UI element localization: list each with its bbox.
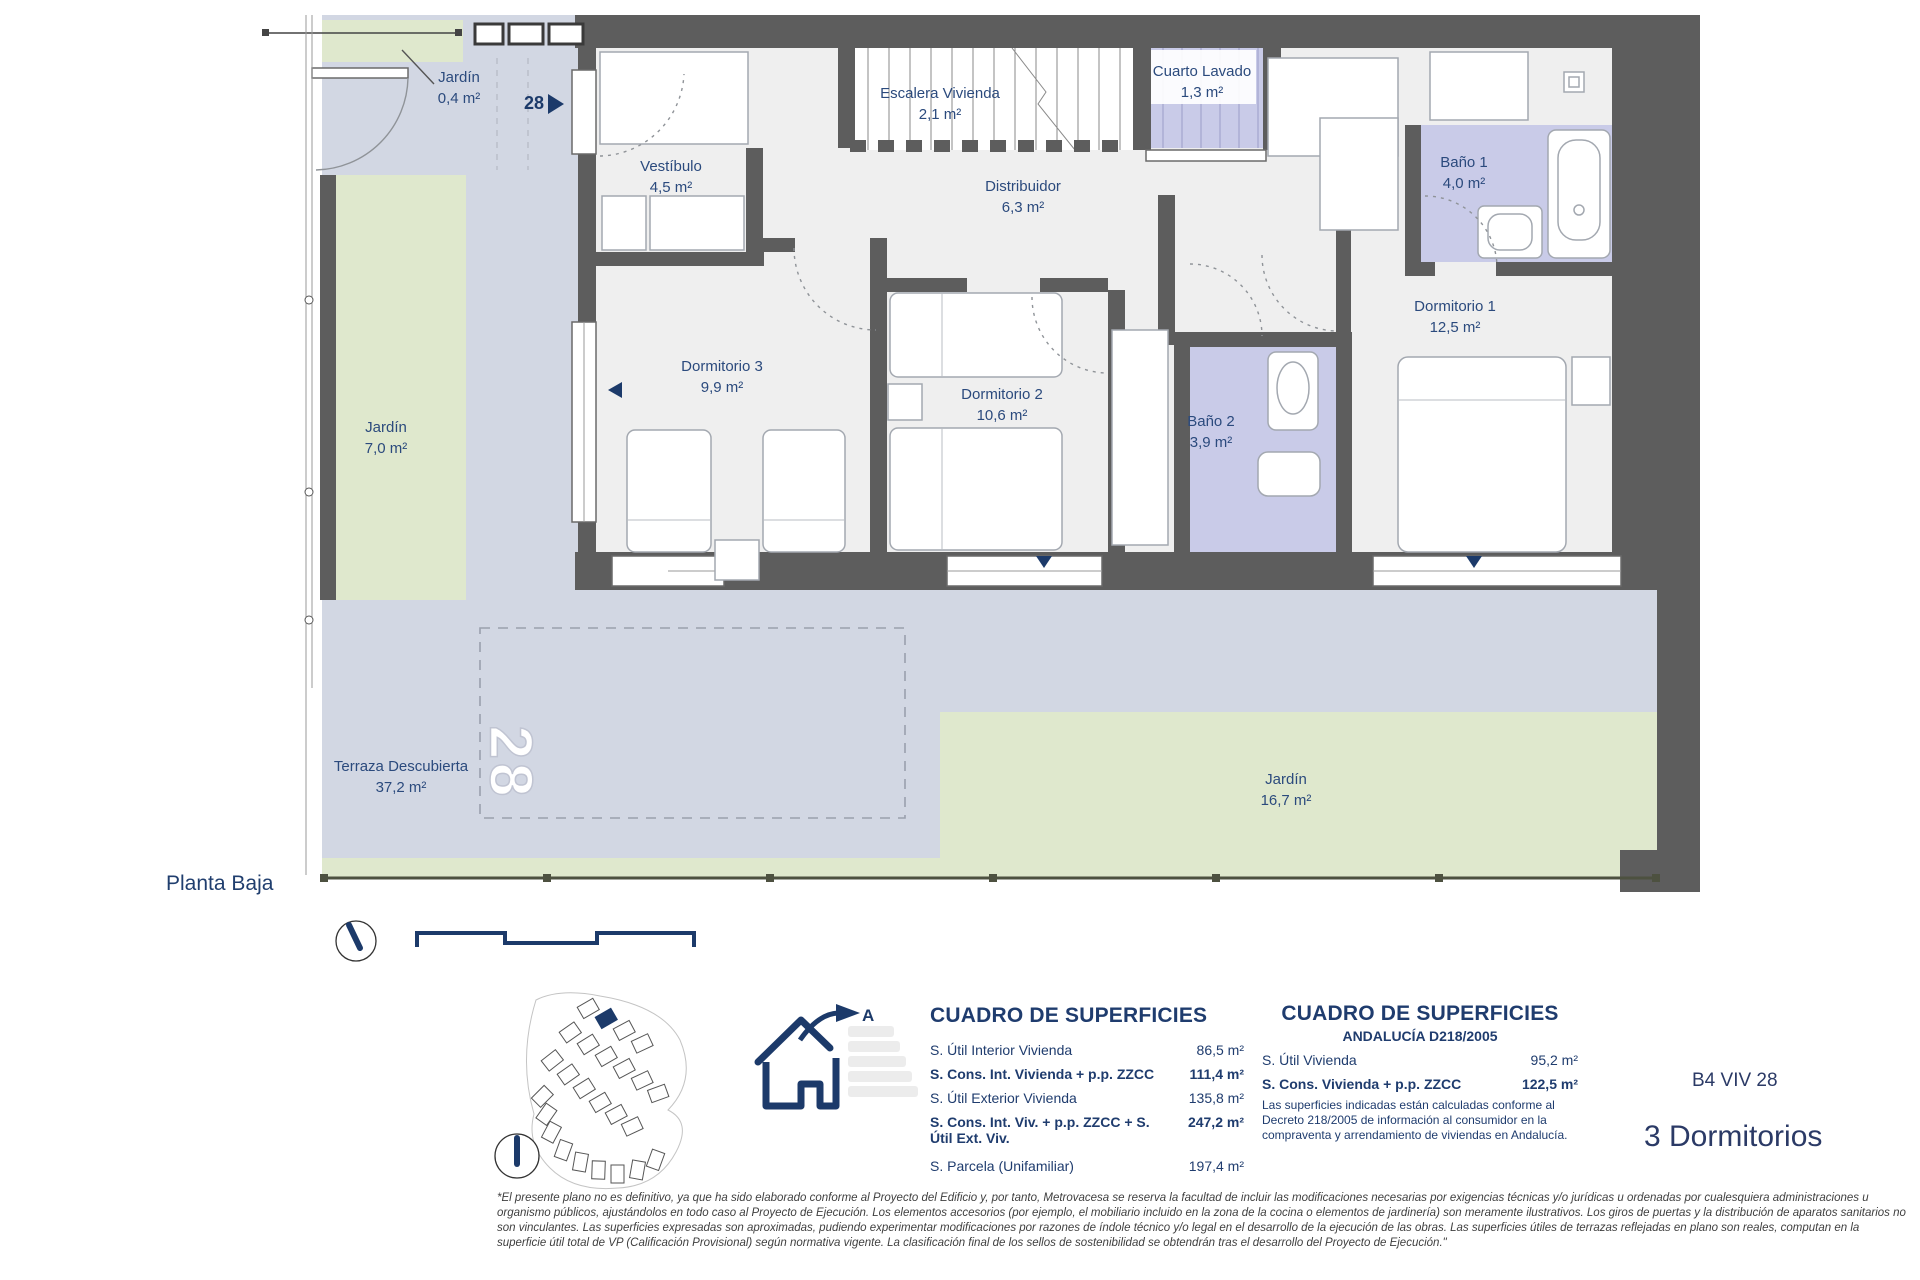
row-label: S. Útil Vivienda — [1262, 1052, 1357, 1068]
north-compass-plan — [336, 921, 376, 961]
unit-number-watermark: 28 — [477, 725, 545, 801]
bed-dorm2-lower — [890, 428, 1062, 550]
room-area: 4,0 m² — [1442, 175, 1486, 192]
room-label-bano1 — [1440, 152, 1488, 194]
room-name: Jardín — [438, 69, 480, 86]
row-label: S. Cons. Int. Viv. + p.p. ZZCC + S. Útil Ext. Viv. — [930, 1114, 1150, 1146]
room-area: 9,9 m² — [700, 379, 744, 396]
room-name: Escalera Vivienda — [880, 85, 1000, 102]
room-label-dormitorio2 — [961, 384, 1043, 426]
disclaimer-line: superficie útil total de VP (Calificación Provisional) según normativa vigente. La clasificación final de los sellos de sostenibilidad se obtendrán tras el desarrollo del Proyecto de Ejecución." — [497, 1237, 1447, 1249]
vestibule-cabinet-large — [650, 196, 744, 250]
room-label-dormitorio3 — [681, 356, 763, 398]
room-area: 10,6 m² — [976, 407, 1028, 424]
room-name: Terraza Descubierta — [333, 758, 469, 775]
room-area: 0,4 m² — [437, 90, 481, 107]
nightstand-dorm3 — [715, 540, 759, 580]
room-name: Baño 1 — [1440, 154, 1488, 171]
energy-house-icon — [758, 1004, 918, 1106]
wall-symbol-inner — [1569, 77, 1579, 87]
table-row — [930, 1114, 1244, 1146]
floor-name: Planta Baja — [166, 872, 274, 895]
room-name: Cuarto Lavado — [1152, 63, 1252, 80]
room-area: 6,3 m² — [1001, 199, 1045, 216]
row-value: 86,5 m² — [1196, 1042, 1244, 1058]
room-area: 16,7 m² — [1260, 792, 1312, 809]
room-area: 3,9 m² — [1189, 434, 1233, 451]
room-label-vestibulo — [640, 156, 702, 198]
room-label-distribuidor — [985, 176, 1061, 218]
bathtub-drain — [1574, 205, 1584, 215]
table-row — [930, 1158, 1244, 1174]
scale-bar — [417, 933, 694, 947]
entry-closet — [600, 52, 748, 144]
unit-code: B4 VIV 28 — [1692, 1070, 1778, 1091]
plot-fence — [305, 15, 313, 875]
table-row — [930, 1090, 1244, 1106]
row-value: 122,5 m² — [1521, 1076, 1578, 1092]
surface-table-main — [930, 1004, 1244, 1174]
row-label: S. Parcela (Unifamiliar) — [930, 1158, 1074, 1174]
room-name: Dormitorio 2 — [961, 386, 1043, 403]
room-label-jardin-entrada — [438, 67, 481, 109]
row-value: 95,2 m² — [1530, 1052, 1578, 1068]
bed-single-1 — [627, 430, 711, 552]
table-row — [1262, 1076, 1578, 1092]
room-area: 4,5 m² — [649, 179, 693, 196]
room-area: 12,5 m² — [1429, 319, 1481, 336]
bed-dorm2-upper — [890, 293, 1062, 377]
room-label-cuarto-lavado — [1153, 61, 1251, 103]
site-plan-unit-highlight — [595, 1008, 617, 1028]
vestibule-cabinet-small — [602, 196, 646, 250]
energy-arrow-head — [836, 1004, 860, 1022]
energy-rating-letter: A — [862, 1006, 875, 1025]
row-value: 135,8 m² — [1188, 1090, 1244, 1106]
surface-table-andalucia — [1262, 1002, 1578, 1143]
room-area: 1,3 m² — [1180, 84, 1224, 101]
decree-note: Las superficies indicadas están calculadas conforme al Decreto 218/2005 de información al consumidor en la compraventa y arrendamiento de viviendas en Andalucía. — [1262, 1098, 1568, 1142]
surface-table-andalucia-subtitle: ANDALUCÍA D218/2005 — [1342, 1028, 1498, 1044]
room-area: 2,1 m² — [918, 106, 962, 123]
room-label-jardin-lateral — [365, 417, 408, 459]
wardrobe-l-side — [1320, 118, 1398, 230]
unit-entrance-marker — [524, 93, 564, 114]
north-compass-siteplan — [495, 1134, 539, 1178]
room-name: Jardín — [1265, 771, 1307, 788]
sink-bano1-basin — [1488, 214, 1532, 250]
disclaimer-line: organismo públicos, ajustándolos en todo caso al Proyecto de Ejecución. Los elementos accesorios (por ejemplo, el mobiliario incluido en la zona de la cocina o elementos de jardinería) son meramente ilustrativos. Los giros de puertas y la distribución de aparatos sanitarios no — [497, 1207, 1906, 1219]
room-name: Vestíbulo — [640, 158, 702, 175]
room-area: 37,2 m² — [375, 779, 427, 796]
entrance-arrow-icon — [548, 94, 564, 114]
bed-single-2 — [763, 430, 845, 552]
table-row — [1262, 1052, 1578, 1068]
row-value: 197,4 m² — [1188, 1158, 1244, 1174]
surface-table-main-title: CUADRO DE SUPERFICIES — [930, 1004, 1208, 1027]
row-value: 111,4 m² — [1189, 1066, 1244, 1082]
room-name: Distribuidor — [985, 178, 1061, 195]
room-label-bano2 — [1187, 411, 1235, 453]
disclaimer-line: *El presente plano no es definitivo, ya que ha sido elaborado conforme al Proyecto del Edificio y, por tanto, Metrovacesa se reserva la facultad de incluir las modificaciones necesarias por exigencias técnicas y/o jurídicas u ordenadas por cualesquiera administraciones u — [497, 1192, 1869, 1204]
site-plan-map — [495, 993, 686, 1189]
table-row — [930, 1042, 1244, 1058]
room-name: Dormitorio 1 — [1414, 298, 1496, 315]
table-row — [930, 1066, 1244, 1082]
surface-table-andalucia-title: CUADRO DE SUPERFICIES — [1281, 1002, 1559, 1025]
room-label-jardin-trasero — [1261, 769, 1312, 811]
wardrobe-dorm1 — [1430, 52, 1528, 120]
room-name: Baño 2 — [1187, 413, 1235, 430]
row-label: S. Cons. Vivienda + p.p. ZZCC — [1262, 1076, 1462, 1092]
room-name: Jardín — [365, 419, 407, 436]
sink-bano2-basin — [1277, 362, 1309, 414]
nightstand-dorm1 — [1572, 357, 1610, 405]
unit-type: 3 Dormitorios — [1644, 1120, 1823, 1153]
room-label-terraza — [334, 756, 468, 798]
nightstand-dorm2 — [888, 384, 922, 420]
row-label: S. Útil Exterior Vivienda — [930, 1090, 1077, 1106]
bed-double-dorm1 — [1398, 357, 1566, 552]
room-name: Dormitorio 3 — [681, 358, 763, 375]
toilet-bano2 — [1258, 452, 1320, 496]
row-label: S. Útil Interior Vivienda — [930, 1042, 1073, 1058]
room-area: 7,0 m² — [364, 440, 408, 457]
wardrobe-corridor — [1112, 330, 1168, 545]
bathtub-inner — [1558, 140, 1600, 240]
row-value: 247,2 m² — [1187, 1114, 1244, 1130]
row-label: S. Cons. Int. Vivienda + p.p. ZZCC — [930, 1066, 1155, 1082]
unit-marker-number: 28 — [524, 93, 545, 113]
room-label-escalera — [880, 83, 1000, 125]
room-label-dormitorio1 — [1414, 296, 1496, 338]
disclaimer-line: son vinculantes. Las superficies expresadas son aproximadas, pudiendo experimentar modificaciones por razones de índole técnico y/o legal en el desarrollo de la ejecución de las obras. Las superficies útiles de terrazas reflejadas en plano son reales, computan en la — [497, 1222, 1860, 1234]
legal-disclaimer — [497, 1191, 1906, 1251]
